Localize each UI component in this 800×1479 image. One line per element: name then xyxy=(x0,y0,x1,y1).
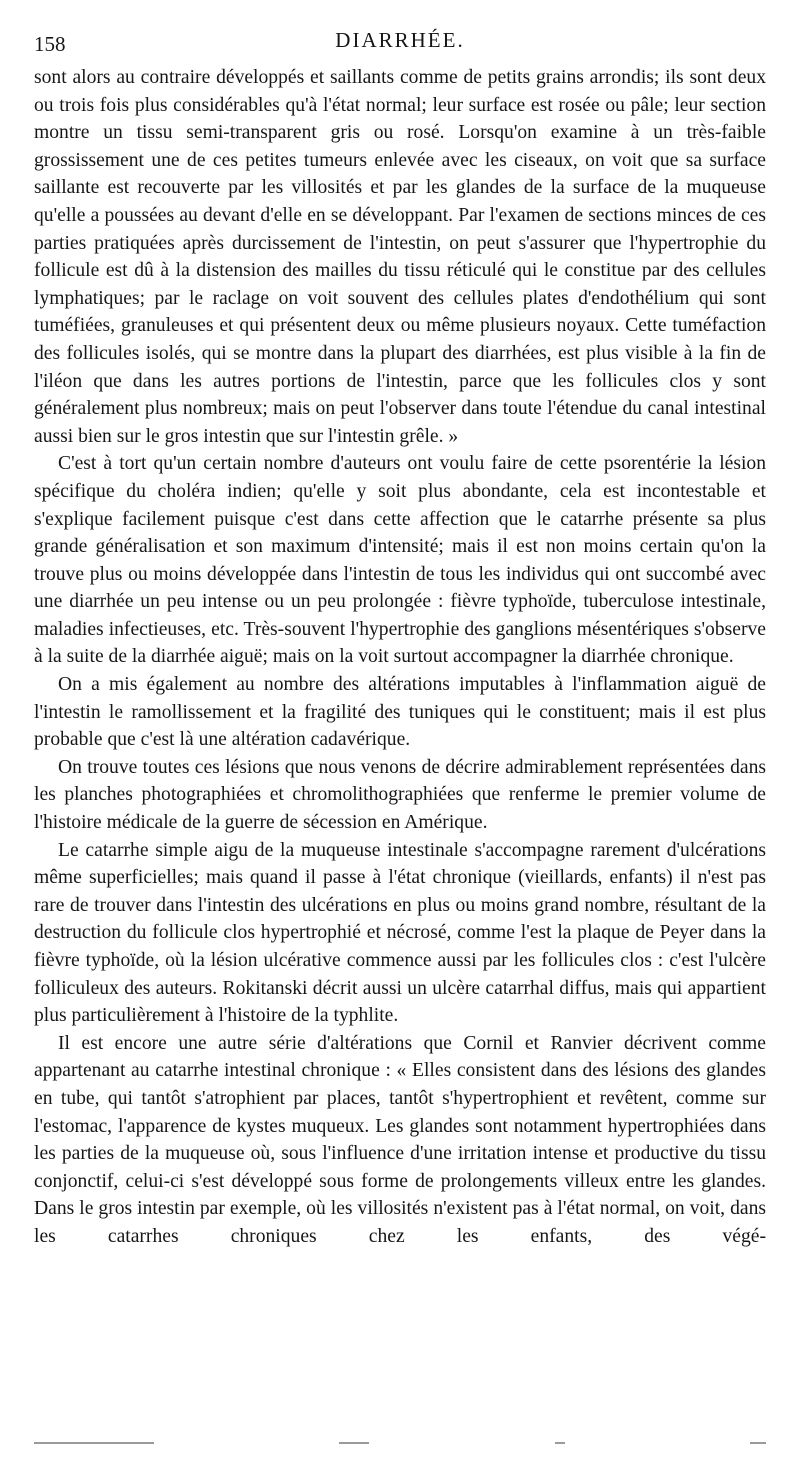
print-mark xyxy=(34,1442,154,1444)
print-mark xyxy=(555,1442,565,1444)
book-page xyxy=(34,28,766,1251)
running-head xyxy=(34,28,766,64)
paragraph-planches: On trouve toutes ces lésions que nous venons de décrire admirablement représentées dans les planches photographiées et chromolithographiées que renferme le premier volume de l'histoire médicale de la guerre de sécession en Amérique. xyxy=(34,756,766,834)
body-text xyxy=(34,64,766,1251)
print-mark xyxy=(750,1442,766,1444)
page-number: 158 xyxy=(34,32,66,56)
paragraph-psorenterie: C'est à tort qu'un certain nombre d'auteurs ont voulu faire de cette psorentérie la lésion spécifique du choléra indien; qu'elle y soit plus abondante, cela est incontestable et s'explique facilement puisque c'est dans cette affection que le catarrhe présente sa plus grande généralisation et son maximum d'intensité; mais il est non moins certain qu'on la trouve plus ou moins développée dans l'intestin de tous les individus qui ont succombé avec une diarrhée un peu intense ou un peu prolongée : fièvre typhoïde, tuberculose intestinale, maladies infectieuses, etc. Très-souvent l'hypertrophie des ganglions mésentériques s'observe à la suite de la diarrhée aiguë; mais on la voit surtout accompagner la diarrhée chronique. xyxy=(34,453,766,668)
paragraph-glandes: Il est encore une autre série d'altérations que Cornil et Ranvier décrivent comme appartenant au catarrhe intestinal chronique : « Elles consistent dans des lésions des glandes en tube, qui tantôt s'atrophient par places, tantôt s'hypertrophient et revêtent, comme sur l'estomac, l'apparence de kystes muqueux. Les glandes sont notamment hypertrophiées dans les parties de la muqueuse où, sous l'influence d'une irritation intense et productive du tissu conjonctif, celui-ci s'est développé sous forme de prolongements villeux entre les glandes. Dans le gros intestin par exemple, où les villosités n'existent pas à l'état normal, on voit, dans les catarrhes chroniques chez les enfants, des végé- xyxy=(34,1032,766,1247)
paragraph-continued: sont alors au contraire développés et saillants comme de petits grains arrondis; ils sont deux ou trois fois plus considérables qu'à l'état normal; leur surface est rosée ou pâle; leur section montre un tissu semi-transparent gris ou rosé. Lorsqu'on examine à un très-faible grossissement une de ces petites tumeurs enlevée avec les ciseaux, on voit que sa surface saillante est recouverte par les villosités et par les glandes de la surface de la muqueuse qu'elle a poussées au devant d'elle en se développant. Par l'examen de sections minces de ces parties pratiquées après durcissement de l'intestin, on peut s'assurer que l'hypertrophie du follicule est dû à la distension des mailles du tissu réticulé qui le constitue par des cellules lymphatiques; par le raclage on voit souvent des cellules plates d'endothélium qui sont tuméfiées, granuleuses et qui présentent deux ou même plusieurs noyaux. Cette tuméfaction des follicules isolés, qui se montre dans la plupart des diarrhées, est plus visible à la fin de l'iléon que dans les autres portions de l'intestin, parce que les follicules clos y sont généralement plus nombreux; mais on peut l'observer dans toute l'étendue du canal intestinal aussi bien sur le gros intestin que sur l'intestin grêle. » xyxy=(34,67,766,447)
footer-print-marks xyxy=(34,1440,766,1446)
paragraph-ulcerations: Le catarrhe simple aigu de la muqueuse intestinale s'accompagne rarement d'ulcérations même superficielles; mais quand il passe à l'état chronique (vieillards, enfants) il n'est pas rare de trouver dans l'intestin des ulcérations en plus ou moins grand nombre, résultant de la destruction du follicule clos hypertrophié et nécrosé, comme l'est la plaque de Peyer dans la fièvre typhoïde, où la lésion ulcérative commence aussi par les follicules clos : c'est l'ulcère folliculeux des auteurs. Rokitanski décrit aussi un ulcère catarrhal diffus, mais qui appartient plus particulièrement à l'histoire de la typhlite. xyxy=(34,839,766,1027)
paragraph-ramollissement: On a mis également au nombre des altérations imputables à l'inflammation aiguë de l'intestin le ramollissement et la fragilité des tuniques qui le constituent; mais il est plus probable que c'est là une altération cadavérique. xyxy=(34,674,766,751)
running-title: DIARRHÉE. xyxy=(335,28,465,52)
print-mark xyxy=(339,1442,369,1444)
